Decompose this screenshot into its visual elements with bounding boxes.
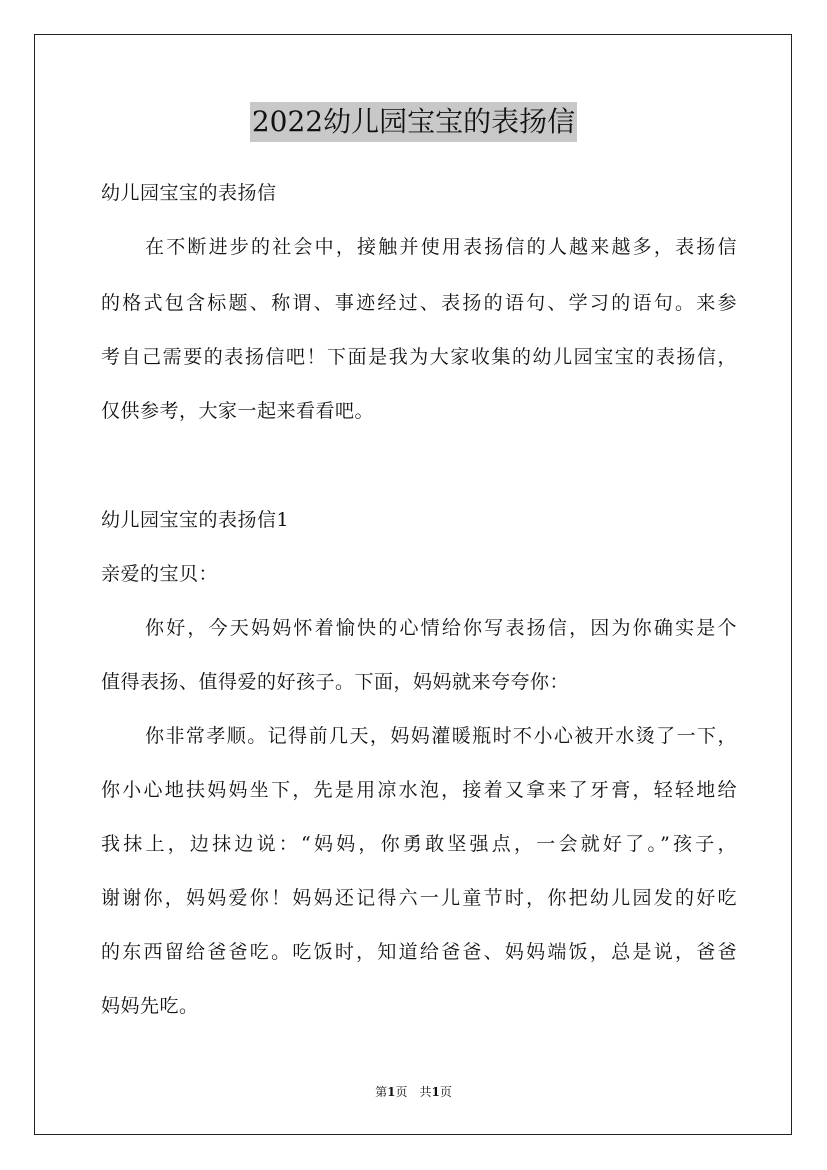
footer-page-suffix: 页: [439, 1085, 452, 1099]
paragraph2-line-6: 妈妈先吃。: [101, 995, 199, 1017]
intro-line-3: 考自己需要的表扬信吧！下面是我为大家收集的幼儿园宝宝的表扬信，: [101, 346, 737, 368]
paragraph2-line-3: 我抹上，边抹边说：“妈妈，你勇敢坚强点，一会就好了。”孩子，: [101, 833, 737, 855]
paragraph2-line-4: 谢谢你，妈妈爱你！妈妈还记得六一儿童节时，你把幼儿园发的好吃: [101, 887, 737, 909]
footer-page-current: 1: [387, 1085, 396, 1099]
page-footer: [0, 1084, 827, 1100]
footer-page-prefix: 第: [375, 1085, 388, 1099]
paragraph2-line-5: 的东西留给爸爸吃。吃饭时，知道给爸爸、妈妈端饭，总是说，爸爸: [101, 941, 737, 963]
footer-page-mid: 页 共: [395, 1085, 432, 1099]
title-container: [0, 102, 827, 142]
paragraph1-line-2: 值得表扬、值得爱的好孩子。下面，妈妈就来夸夸你：: [101, 671, 570, 693]
salutation: 亲爱的宝贝：: [101, 563, 219, 585]
paragraph2-line-1: 你非常孝顺。记得前几天，妈妈灌暖瓶时不小心被开水烫了一下，: [145, 725, 737, 747]
document-subtitle: 幼儿园宝宝的表扬信: [101, 182, 277, 204]
intro-line-4: 仅供参考，大家一起来看看吧。: [101, 400, 375, 422]
section1-heading: 幼儿园宝宝的表扬信1: [101, 509, 290, 531]
intro-line-1: 在不断进步的社会中，接触并使用表扬信的人越来越多，表扬信: [145, 236, 737, 258]
footer-page-total: 1: [431, 1085, 440, 1099]
intro-line-2: 的格式包含标题、称谓、事迹经过、表扬的语句、学习的语句。来参: [101, 292, 737, 314]
document-title: 2022幼儿园宝宝的表扬信: [250, 102, 577, 142]
paragraph2-line-2: 你小心地扶妈妈坐下，先是用凉水泡，接着又拿来了牙膏，轻轻地给: [101, 779, 737, 801]
paragraph1-line-1: 你好，今天妈妈怀着愉快的心情给你写表扬信，因为你确实是个: [145, 617, 737, 639]
